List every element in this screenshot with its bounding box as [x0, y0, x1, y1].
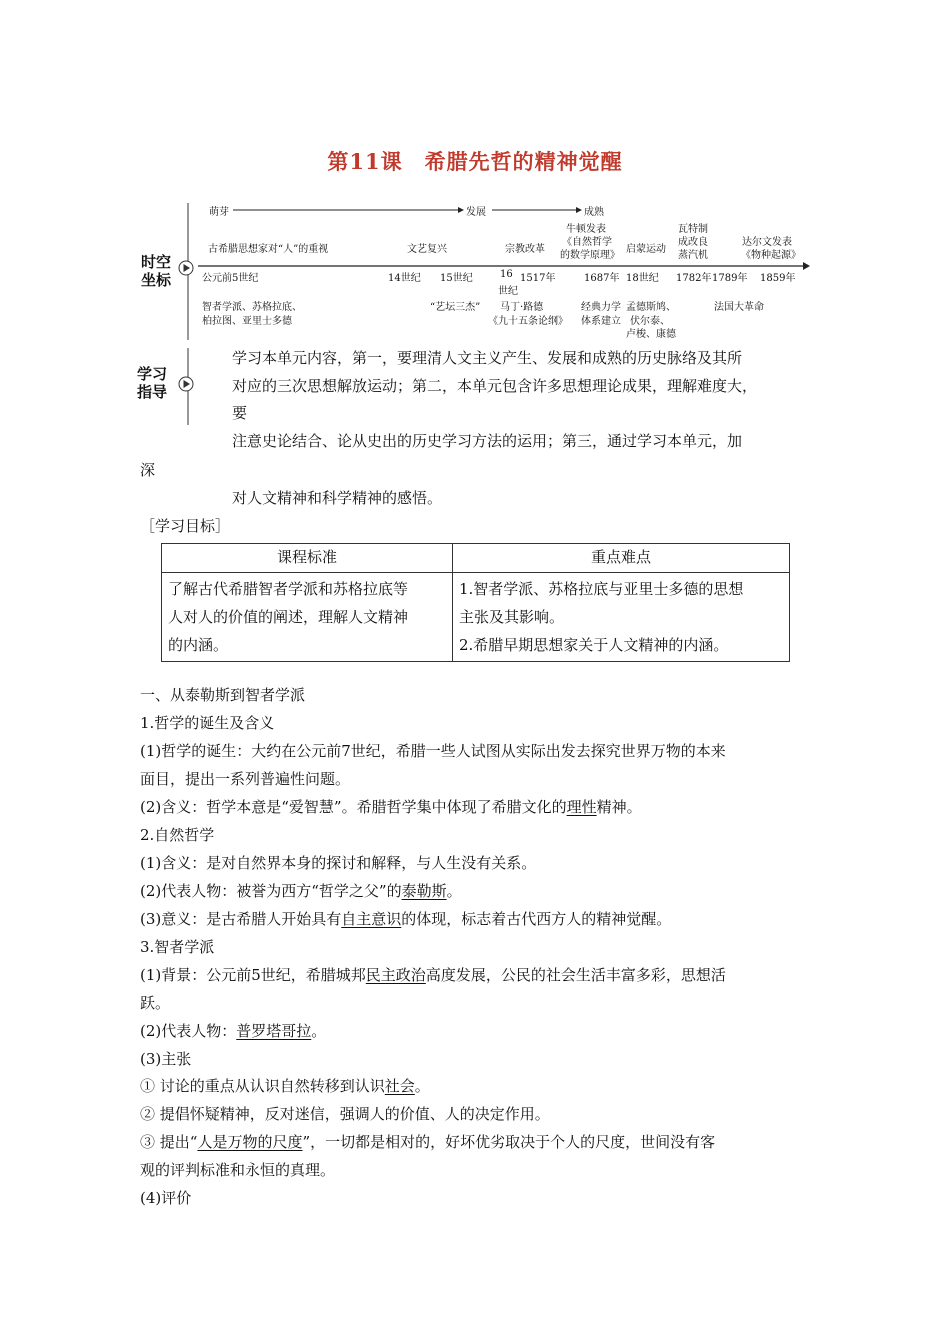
text-line: (4)评价	[140, 1189, 192, 1207]
text-span: 。	[446, 882, 462, 900]
subheading: 2.自然哲学	[140, 826, 215, 844]
timeline-person: 卢梭、康德	[626, 329, 676, 340]
text-line	[140, 964, 726, 985]
guide-line: 要	[232, 404, 248, 422]
text-span: 高度发展，公民的社会生活丰富多彩，思想活	[425, 966, 726, 984]
timeline-date: 1517年	[520, 273, 556, 284]
cell-line: 主张及其影响。	[459, 608, 565, 626]
guide-line: 学习本单元内容，第一，要理清人文主义产生、发展和成熟的历史脉络及其所	[232, 349, 743, 367]
text-span: (1)背景：公元前5世纪，希腊城邦	[140, 966, 366, 984]
answer-blank: 泰勒斯	[401, 882, 447, 900]
timeline-person: 智者学派、苏格拉底、	[202, 302, 302, 313]
text-line	[140, 880, 462, 901]
guide-line: 对人文精神和科学精神的感悟。	[232, 489, 443, 507]
text-line	[140, 1020, 326, 1041]
timeline-event: 牛顿发表	[566, 224, 606, 235]
timeline-date: 1687年	[584, 273, 620, 284]
timeline-event: 蒸汽机	[678, 250, 708, 261]
timeline-date: 公元前5世纪	[202, 273, 259, 284]
goals-cell-standard	[162, 573, 453, 662]
section-heading: 一、从泰勒斯到智者学派	[140, 686, 306, 704]
stage-label: 成熟	[584, 207, 604, 218]
answer-blank: 自主意识	[341, 910, 402, 928]
cell-line: 1.智者学派、苏格拉底与亚里士多德的思想	[459, 580, 744, 598]
text-line	[140, 1075, 430, 1096]
timeline-event: 文艺复兴	[407, 244, 447, 255]
subheading: 1.哲学的诞生及含义	[140, 714, 275, 732]
text-span: (2)代表人物：	[140, 1022, 237, 1040]
text-line: 面目，提出一系列普遍性问题。	[140, 770, 351, 788]
timeline-event: 的数学原理》	[560, 250, 620, 261]
timeline-event: 达尔文发表	[742, 237, 792, 248]
timeline-event: 宗教改革	[505, 244, 545, 255]
text-span: 的体现，标志着古代西方人的精神觉醒。	[401, 910, 672, 928]
goals-heading: ［学习目标］	[140, 517, 231, 535]
cell-line: 的内涵。	[168, 636, 229, 654]
timeline-date: 16	[500, 269, 513, 280]
text-span: 。	[311, 1022, 327, 1040]
guide-label	[134, 365, 170, 401]
timeline-event: 《自然哲学	[562, 237, 612, 248]
answer-blank: 理性	[566, 798, 597, 816]
timeline-person: 法国大革命	[714, 302, 764, 313]
answer-blank: 民主政治	[365, 966, 426, 984]
timeline-date: 1782年	[676, 273, 712, 284]
timeline-date: 1859年	[760, 273, 796, 284]
goals-header-standard: 课程标准	[162, 544, 453, 573]
timeline-date: 世纪	[498, 286, 518, 297]
text-span: ① 讨论的重点从认识自然转移到认识	[140, 1077, 385, 1095]
timeline-label-line: 时空	[140, 253, 171, 271]
goals-header-key-points: 重点难点	[453, 544, 790, 573]
timeline-label-line: 坐标	[140, 271, 171, 289]
timeline-event: 瓦特制	[678, 224, 708, 235]
text-span: 精神。	[596, 798, 642, 816]
timeline-person: 柏拉图、亚里士多德	[202, 316, 292, 327]
answer-blank: 普罗塔哥拉	[236, 1022, 312, 1040]
timeline-event: 《物种起源》	[741, 250, 801, 261]
timeline-person: 体系建立	[581, 316, 621, 327]
guide-line: 对应的三次思想解放运动；第二，本单元包含许多思想理论成果，理解难度大，	[232, 377, 758, 395]
cell-line: 2.希腊早期思想家关于人文精神的内涵。	[459, 636, 729, 654]
timeline-person: 马丁·路德	[500, 302, 544, 313]
text-span: (3)意义：是古希腊人开始具有	[140, 910, 342, 928]
text-line: (3)主张	[140, 1050, 192, 1068]
text-line: (1)哲学的诞生：大约在公元前7世纪，希腊一些人试图从实际出发去探究世界万物的本来	[140, 742, 726, 760]
text-line	[140, 1131, 715, 1152]
text-line: ② 提倡怀疑精神，反对迷信，强调人的价值、人的决定作用。	[140, 1105, 550, 1123]
timeline-event: 启蒙运动	[626, 244, 666, 255]
timeline-person: 《九十五条论纲》	[488, 316, 568, 327]
subheading: 3.智者学派	[140, 938, 215, 956]
timeline-date: 14世纪	[388, 273, 421, 284]
text-span: ③ 提出“	[140, 1133, 198, 1151]
text-span: ”，一切都是相对的，好坏优劣取决于个人的尺度，世间没有客	[302, 1133, 716, 1151]
timeline-event: 成改良	[678, 237, 708, 248]
guide-line: 深	[140, 461, 156, 479]
timeline-person: 伏尔泰、	[630, 316, 670, 327]
timeline-person: 孟德斯鸠、	[626, 302, 676, 313]
text-line: 跃。	[140, 994, 171, 1012]
text-span: (2)含义：哲学本意是“爱智慧”。希腊哲学集中体现了希腊文化的	[140, 798, 567, 816]
timeline-date: 18世纪	[626, 273, 659, 284]
text-span: 。	[414, 1077, 430, 1095]
stage-label: 萌芽	[209, 207, 229, 218]
guide-label-line: 学习	[136, 365, 167, 383]
cell-line: 了解古代希腊智者学派和苏格拉底等	[168, 580, 409, 598]
timeline-date: 1789年	[712, 273, 748, 284]
cell-line: 人对人的价值的阐述，理解人文精神	[168, 608, 409, 626]
goals-cell-key-points	[453, 573, 790, 662]
text-line	[140, 908, 671, 929]
text-line	[140, 796, 642, 817]
guide-line: 注意史论结合、论从史出的历史学习方法的运用；第三，通过学习本单元，加	[232, 432, 743, 450]
goals-table	[161, 543, 790, 662]
timeline-event: 古希腊思想家对“人”的重视	[208, 244, 329, 255]
stage-label: 发展	[466, 207, 486, 218]
guide-label-line: 指导	[136, 383, 167, 401]
timeline-person: 经典力学	[581, 302, 621, 313]
timeline-person: “艺坛三杰”	[430, 302, 481, 313]
page-title: 第11课 希腊先哲的精神觉醒	[327, 149, 623, 174]
timeline-date: 15世纪	[440, 273, 473, 284]
answer-blank: 社会	[384, 1077, 415, 1095]
text-line: 观的评判标准和永恒的真理。	[140, 1161, 336, 1179]
answer-blank: 人是万物的尺度	[197, 1133, 303, 1151]
text-span: (2)代表人物：被誉为西方“哲学之父”的	[140, 882, 402, 900]
text-line: (1)含义：是对自然界本身的探讨和解释，与人生没有关系。	[140, 854, 537, 872]
guide-graphics	[0, 0, 220, 430]
